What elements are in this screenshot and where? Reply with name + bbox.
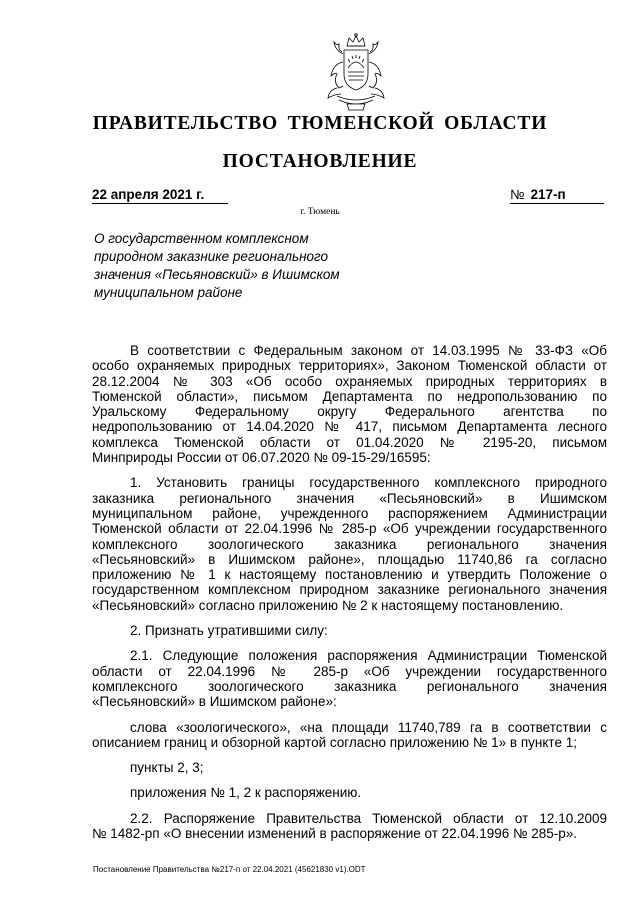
body-line: «Песьяновский» в Ишимском районе», площадью 11740,86 га согласно [92, 551, 607, 567]
body-line: комплекса Тюменской области от 01.04.2020 № 2195-20, письмом [92, 434, 607, 450]
subject-line: значения «Песьяновский» в Ишимском [94, 267, 340, 282]
body-line: Тюменской области от 22.04.1996 № 285-р «Об учреждении государственного [92, 521, 607, 537]
body-line: В соответствии с Федеральным законом от 14.03.1995 № 33-ФЗ «Об [130, 343, 607, 358]
body-line: приложения № 1, 2 к распоряжению. [130, 785, 362, 801]
decree-subject [94, 230, 394, 302]
body-line: № 1482-рп «О внесении изменений в распоряжение от 22.04.1996 № 285-р». [92, 826, 577, 842]
body-line: «Песьяновский» согласно приложению № 2 к настоящему постановлению. [92, 597, 564, 613]
document-footer: Постановление Правительства №217-п от 22.04.2021 (45621830 v1).ODT [93, 865, 366, 874]
body-line: 2. Признать утратившими силу: [130, 623, 328, 639]
body-line: слова «зоологического», «на площади 11740,789 га в соответствии с [130, 719, 607, 735]
government-name: ПРАВИТЕЛЬСТВО ТЮМЕНСКОЙ ОБЛАСТИ [92, 113, 548, 134]
subject-line: природном заказнике регионального [94, 249, 329, 264]
body-line: недропользованию от 14.04.2020 № 417, письмом Департамента лесного [92, 419, 607, 435]
body-line: комплексного зоологического заказника регионального значения [92, 536, 607, 552]
body-line: пункты 2, 3; [130, 760, 204, 776]
body-line: 1. Установить границы государственного комплексного природного [130, 475, 607, 491]
body-line: области от 22.04.1996 № 285-р «Об учреждении государственного [92, 663, 607, 679]
decree-number [510, 187, 604, 204]
body-line: 2.1. Следующие положения распоряжения Администрации Тюменской [130, 648, 607, 664]
body-line: особо охраняемых природных территориях», Законом Тюменской области от [92, 358, 607, 374]
number-value: 217-п [530, 187, 566, 202]
body-line: комплексного зоологического заказника регионального значения [92, 678, 607, 694]
body-line: Уральскому Федеральному округу Федерального агентства по [92, 404, 607, 420]
body-line: государственном комплексном природном заказнике регионального значения [92, 582, 607, 598]
body-line: Минприроды России от 06.07.2020 № 09-15-29/16595: [92, 450, 431, 466]
body-line: 2.2. Распоряжение Правительства Тюменской области от 12.10.2009 [130, 810, 607, 826]
city: г. Тюмень [300, 207, 340, 217]
body-line: «Песьяновский» в Ишимском районе»: [92, 694, 337, 710]
body-line: описанием границ и обзорной картой согласно приложению № 1» в пункте 1; [92, 734, 577, 750]
document-type: ПОСТАНОВЛЕНИЕ [222, 151, 418, 172]
number-sign: № [510, 187, 525, 202]
body-line: заказника регионального значения «Песьяновский» в Ишимском [92, 490, 607, 506]
subject-line: О государственном комплексном [94, 231, 309, 246]
subject-line: муниципальном районе [94, 285, 243, 300]
decree-date: 22 апреля 2021 г. [92, 187, 228, 204]
body-line: Тюменской области», письмом Департамента по недропользованию по [92, 388, 607, 404]
coat-of-arms-icon [325, 32, 387, 114]
body-line: приложению № 1 к настоящему постановлению и утвердить Положение о [92, 567, 607, 583]
decree-body [92, 343, 607, 841]
body-line: 28.12.2004 № 303 «Об особо охраняемых природных территориях в [92, 373, 607, 389]
body-line: муниципальном районе, учрежденного распоряжением Администрации [92, 505, 607, 521]
